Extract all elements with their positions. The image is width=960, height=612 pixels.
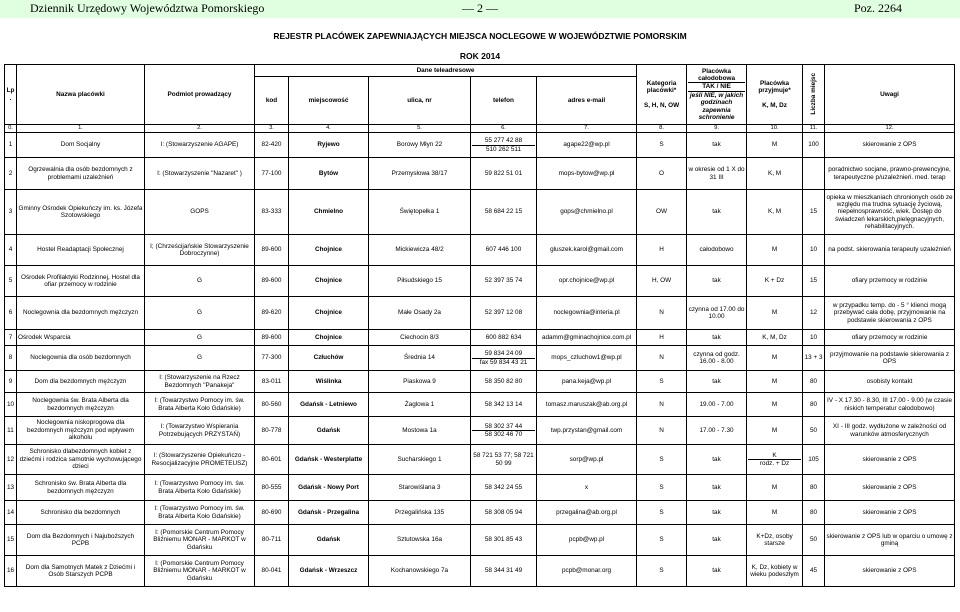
- col-lp: Lp.: [5, 65, 17, 125]
- col-places: Liczba miejsc: [803, 65, 825, 125]
- position-number: Poz. 2264: [854, 1, 902, 15]
- table-row: 15 Dom dla Bezdomnych i Najuboższych PCPB I: (Pomorskie Centrum Pomocy Bliźniemu MONAR - MARKOT w Gdańsku 80-711 Gdańsk Sztutowska 16a 58 301 85 43 pcpb@wp.pl S tak K+Dz, osoby starsze 50 skierowanie z OPS lub w oparciu o umowę z gminą: [5, 525, 955, 556]
- register-year: ROK 2014: [459, 51, 501, 61]
- table-row: 5 Ośrodek Profilaktyki Rodzinnej, Hostel dla ofiar przemocy w rodzinie G 89-600 Chojnice Piłsudskiego 15 52 397 35 74 opr.chojnice@wp.pl H, OW tak K + Dz 15 ofiary przemocy w rodzinie: [5, 266, 955, 297]
- col-email: adres e-mail: [537, 77, 637, 125]
- table-row: 13 Schronisko św. Brata Alberta dla bezdomnych mężczyzn I: (Towarzystwo Pomocy im. św. Brata Alberta Koło Gdańskie) 80-555 Gdańsk - Nowy Port Starowiślana 3 58 342 24 55 x S tak M 80 skierowanie z OPS: [5, 475, 955, 501]
- table-row: 10 Noclegownia św. Brata Alberta dla bezdomnych mężczyzn I: (Towarzystwo Pomocy im. św. Brata Alberta Koło Gdańskie) 80-560 Gdańsk - Letniewo Żaglowa 1 58 342 13 14 tomasz.maruszak@ab.org.pl N 19.00 - 7.00 M 80 IV - X 17.30 - 8.30, III 17.00 - 9.00 (w czasie niskich temperatur całodobowo): [5, 393, 955, 417]
- col-street: ulica, nr: [369, 77, 471, 125]
- col-category: Kategoria placówki* S, H, N, OW: [637, 65, 687, 125]
- table-row: 11 Noclegownia niskoprogowa dla bezdomnych mężczyzn pod wpływem alkoholu I: (Towarzystwo Wspierania Potrzebujących PRZYSTAŃ) 80-778 Gdańsk Mostowa 1a 58 302 37 44 58 302 46 70 twp.przystan@gmail.com N 17.00 - 7.30 M 50 XI - III godz. wydłużone w zależności od warunków atmosferycznych: [5, 417, 955, 445]
- col-round-the-clock: Placówka całodobowa TAK / NIE jeśli NIE, w jakich godzinach zapewnia schronienie: [687, 65, 747, 125]
- col-postal-code: kod: [255, 77, 289, 125]
- table-row: 6 Noclegownia dla bezdomnych mężczyzn G 89-620 Chojnice Małe Osady 2a 52 397 12 08 noclegownia@interia.pl N czynna od 17.00 do 10.00 M 12 w przypadku temp. do - 5 ° klienci mogą przebywać cała dobę, przyjmowanie na podstawie skierowania z OPS: [5, 297, 955, 330]
- table-row: 16 Dom dla Samotnych Matek z Dziećmi i Osób Starszych PCPB I: (Pomorskie Centrum Pomocy Bliźniemu MONAR - MARKOT w Gdańsku 80-041 Gdańsk - Wrzeszcz Kochanowskiego 7a 58 344 31 49 pcpb@monar.org S tak K, Dz, kobiety w wieku podeszłym 45 skierowanie z OPS: [5, 556, 955, 587]
- col-admits: Placówka przyjmuje* K, M, Dz: [747, 65, 803, 125]
- col-name: Nazwa placówki: [17, 65, 145, 125]
- register-table: [4, 64, 955, 587]
- table-row: 7 Ośrodek Wsparcia G 89-600 Chojnice Ciechocin 8/3 600 882 634 adamm@gminachojnice.com.pl H tak K, M, Dz 10 ofiary przemocy w rodzinie: [5, 330, 955, 346]
- table-row: 4 Hostel Readaptacji Społecznej I; (Chrześcijańskie Stowarzyszenie Dobroczynne) 89-600 Chojnice Mickiewicza 48/2 607 446 100 gluszek.karol@gmail.com H całodobowo M 10 na podst. skierowania terapeuty uzależnień: [5, 235, 955, 266]
- table-row: 9 Dom dla bezdomnych mężczyzn I: (Stowarzyszenie na Rzecz Bezdomnych "Panakeja" 83-011 Wiślinka Piaskowa 9 58 350 82 80 pana.keja@wp.pl S tak M 80 osobisty kontakt: [5, 371, 955, 393]
- page-header: [0, 0, 960, 18]
- index-row: 0. 1. 2. 3. 4. 5. 6. 7. 8. 9. 10. 11. 12.: [5, 125, 955, 133]
- col-operator: Podmiot prowadzący: [145, 65, 255, 125]
- col-contact-data: Dane teleadresowe: [255, 65, 637, 77]
- col-remarks: Uwagi: [825, 65, 955, 125]
- table-row: 14 Schronisko dla bezdomnych I: (Towarzystwo Pomocy im. św. Brata Alberta Koło Gdańskie) 80-690 Gdańsk - Przegalina Przegalińska 135 58 308 05 94 przegalina@ab.org.pl S tak M 80 skierowanie z OPS: [5, 501, 955, 525]
- table-row: 12 Schronisko dlabezdomnych kobiet z dziećmi i rodzica samotnie wychowującego dzieci I: (Stowarzyszenie Opiekuńczo - Resocjalizacyjne PROMETEUSZ) 80-601 Gdańsk - Westerplatte Sucharskiego 1 58 721 53 77; 58 721 50 99 sorp@wp.pl S tak K rodz. + Dz 105 skierowanie z OPS: [5, 445, 955, 475]
- journal-title: Dziennik Urzędowy Województwa Pomorskiego: [30, 1, 265, 15]
- col-city: miejscowość: [289, 77, 369, 125]
- table-row: 2 Ogrzewalnia dla osób bezdomnych z problemami uzależnień I: (Stowarzyszenie "Nazaret" ) 77-100 Bytów Przemysłowa 38/17 59 822 51 01 mops-bytow@wp.pl O w okresie od 1 X do 31 III K, M poradnictwo socjane, prawno-prewencyjne, terapeutyczne p/uzależnień. med. terap: [5, 158, 955, 190]
- table-row: 8 Noclegownia dla osób bezdomnych G 77-300 Człuchów Średnia 14 59 834 24 09 fax 59 834 43 21 mops_czluchow1@wp.pl N czynna od godz. 16.00 - 8.00 M 13 + 3 przyjmowanie na podstawie skierowania z OPS: [5, 346, 955, 371]
- register-title: REJESTR PLACÓWEK ZAPEWNIAJĄCYCH MIEJSCA NOCLEGOWE W WOJEWÓDZTWIE POMORSKIM: [273, 31, 687, 41]
- col-phone: telefon: [471, 77, 537, 125]
- table-row: 3 Gminny Ośrodek Opiekuńczy im. ks. Józefa Szotowskiego GOPS 83-333 Chmielno Świętopełka 1 58 684 22 15 gops@chmielno.pl OW tak K, M 15 opieka w mieszkaniach chronionych osób ze względu ma trudna sytuację życiową, niepełnosprawność, wiek. Dostęp do świadczeń lekarskich,pielęgnacyjnych, rehabilitacyjnych.: [5, 190, 955, 235]
- page-number: — 2 —: [462, 1, 498, 15]
- table-row: 1 Dom Socjalny I: (Stowarzyszenie AGAPE) 82-420 Ryjewo Borowy Młyn 22 55 277 42 88 510 262 511 agape22@wp.pl S tak M 100 skierowanie z OPS: [5, 133, 955, 158]
